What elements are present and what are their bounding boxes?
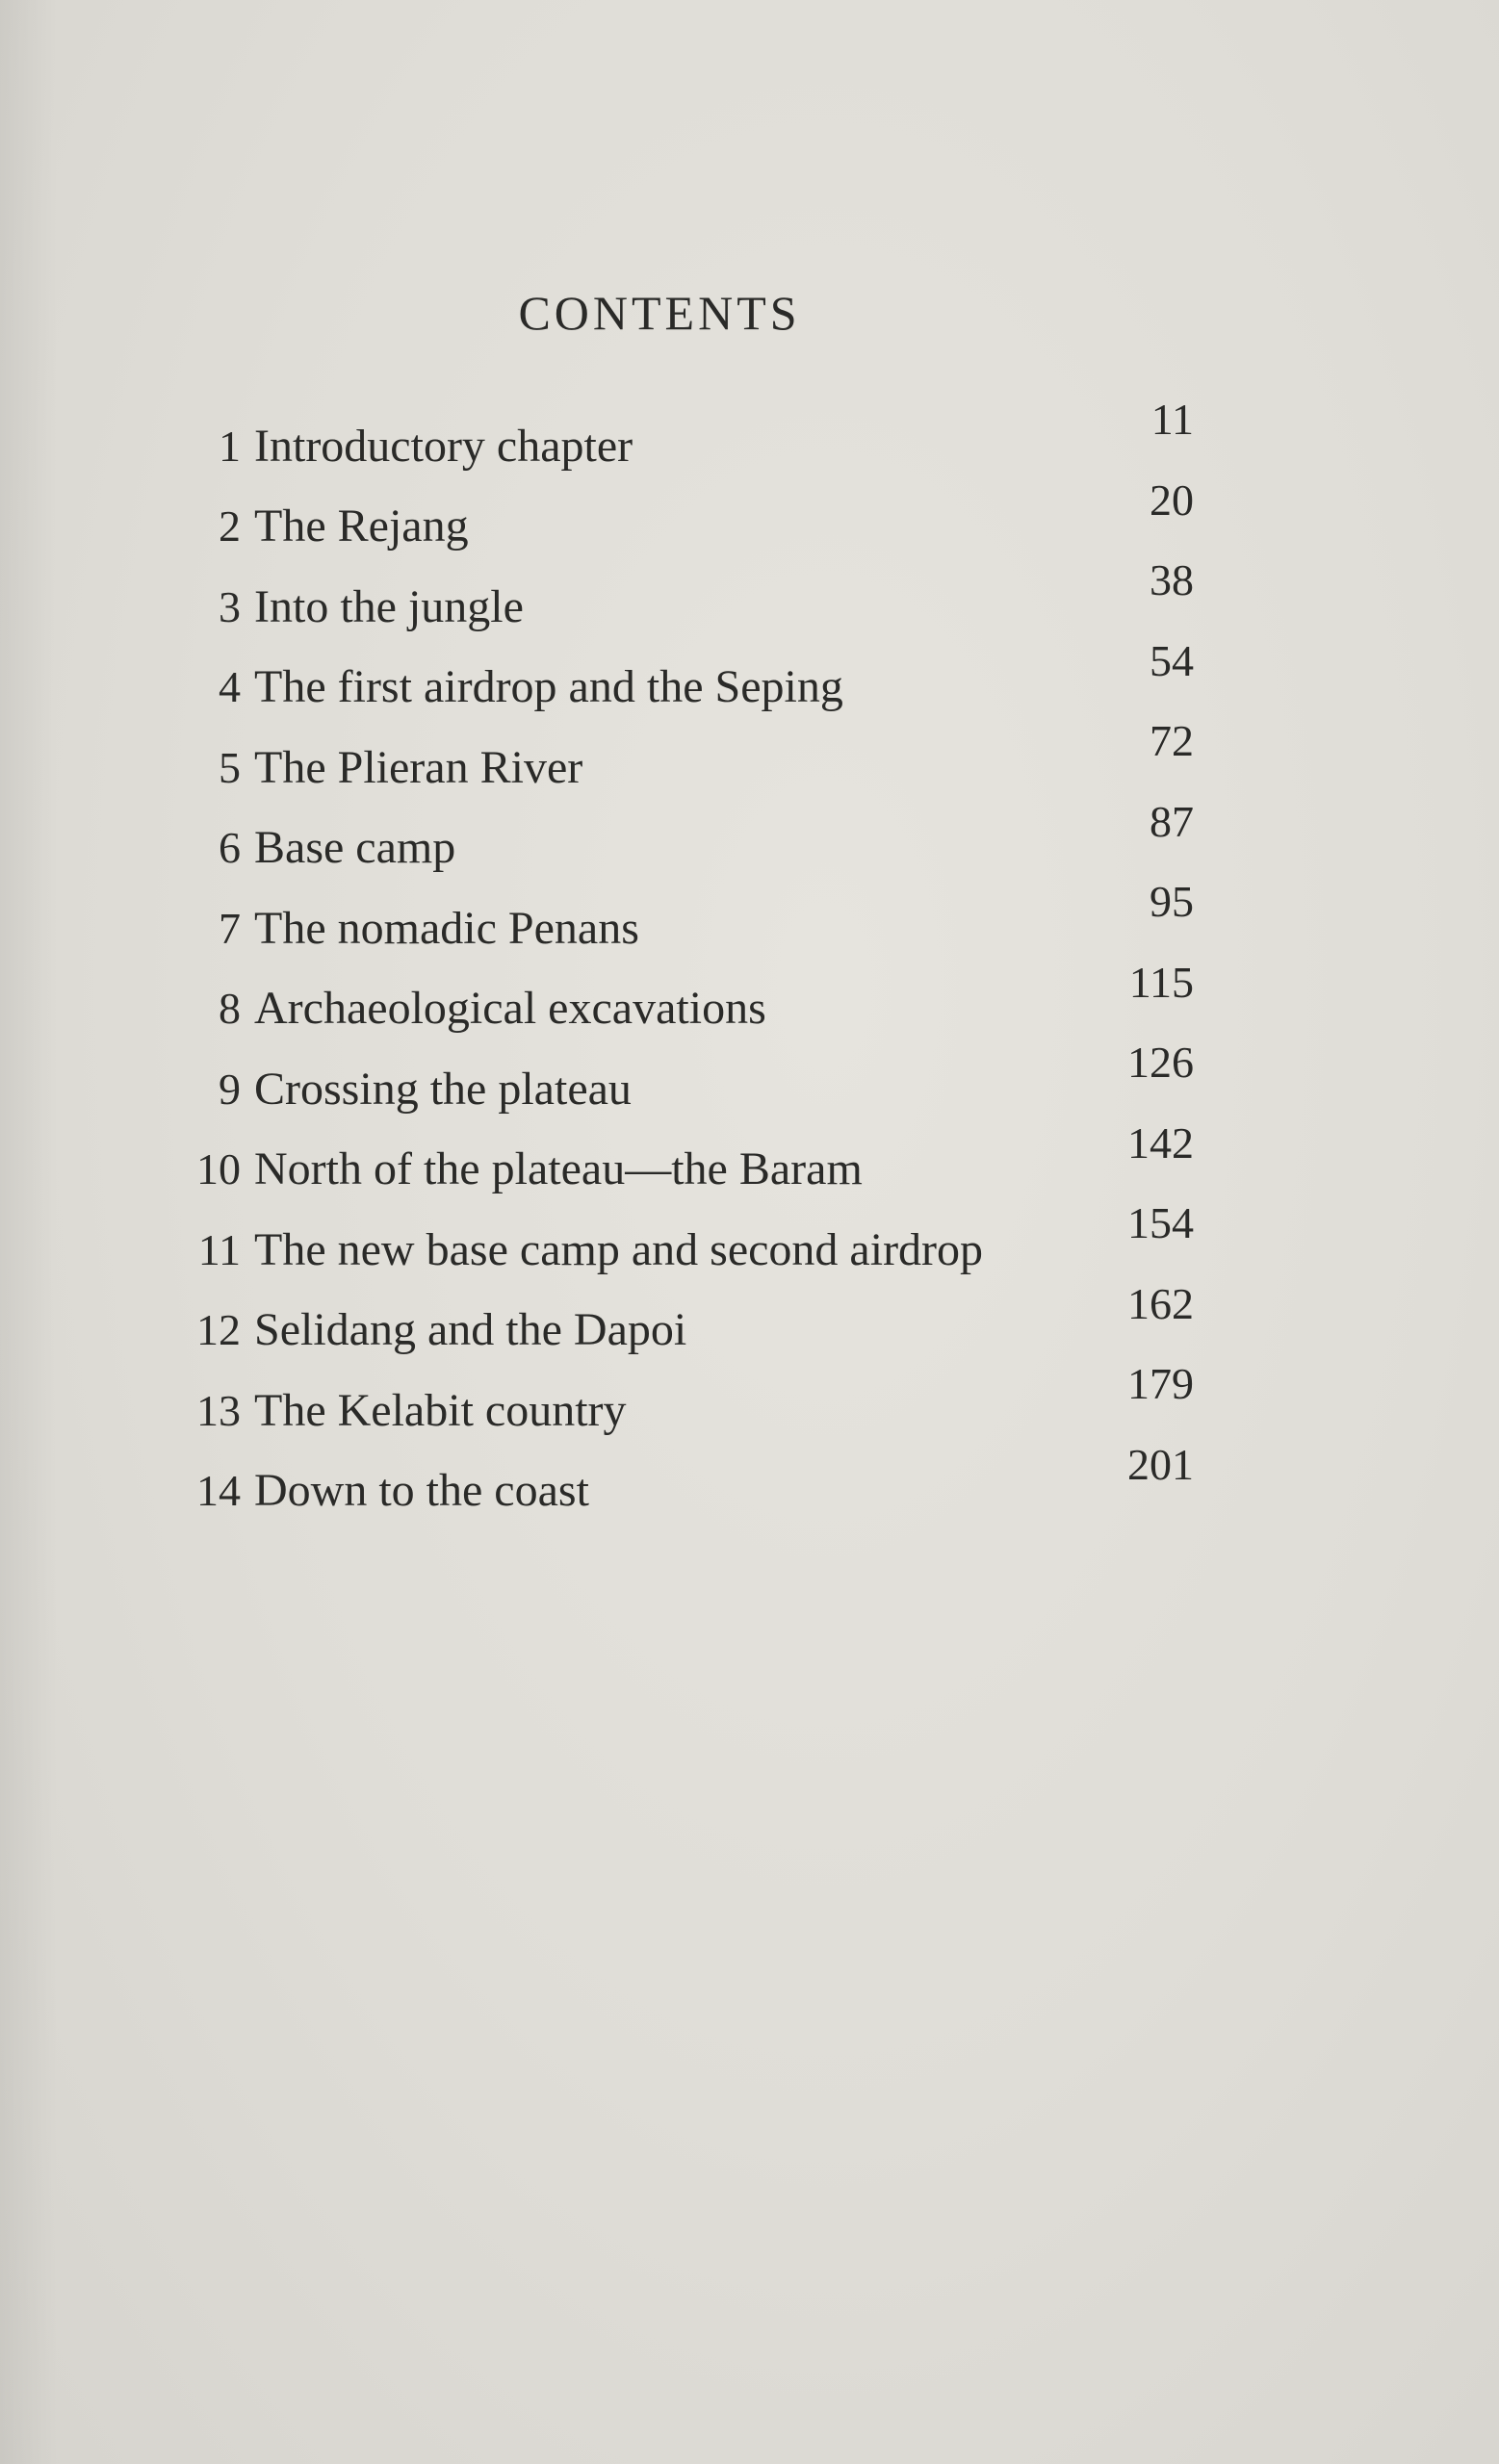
chapter-number: 4 — [219, 662, 241, 711]
chapter-number: 3 — [219, 581, 241, 631]
chapter-number: 14 — [196, 1466, 241, 1515]
chapter-title: Introductory chapter — [254, 420, 633, 472]
toc-entry-10 — [173, 1118, 1194, 1199]
chapter-number: 6 — [219, 823, 241, 872]
toc-entry-11 — [173, 1198, 1194, 1279]
chapter-title: The nomadic Penans — [254, 902, 639, 954]
toc-entry-2 — [173, 475, 1194, 556]
toc-entry-12 — [173, 1279, 1194, 1360]
chapter-title: Crossing the plateau — [254, 1063, 632, 1115]
page-number: 126 — [1127, 1038, 1194, 1087]
page-number: 142 — [1127, 1117, 1194, 1168]
toc-entry-4 — [173, 636, 1194, 717]
page-number: 20 — [1150, 475, 1194, 525]
chapter-title: North of the plateau—the Baram — [254, 1143, 863, 1194]
toc-entry-9 — [173, 1038, 1194, 1118]
chapter-title: The Plieran River — [254, 741, 583, 793]
page-number: 201 — [1127, 1439, 1194, 1489]
chapter-title: Archaeological excavations — [254, 983, 766, 1034]
page-number: 179 — [1127, 1359, 1194, 1408]
page-number: 95 — [1150, 877, 1194, 926]
toc-entry-5 — [173, 716, 1194, 797]
chapter-title: The new base camp and second airdrop — [254, 1223, 984, 1275]
page-number: 11 — [1150, 395, 1194, 444]
toc-entry-13 — [173, 1359, 1194, 1440]
page-number: 87 — [1150, 796, 1194, 846]
page-number: 54 — [1150, 635, 1194, 685]
chapter-number: 11 — [197, 1224, 241, 1274]
chapter-title: Selidang and the Dapoi — [254, 1304, 687, 1355]
page-gutter-shadow — [0, 0, 58, 2464]
toc-entry-6 — [173, 797, 1194, 878]
chapter-title: Into the jungle — [254, 580, 524, 632]
page-number: 72 — [1150, 716, 1194, 765]
chapter-number: 1 — [219, 421, 241, 471]
chapter-number: 5 — [219, 742, 241, 792]
chapter-number: 13 — [196, 1385, 241, 1435]
chapter-title: The Kelabit country — [254, 1384, 627, 1436]
chapter-number: 10 — [196, 1144, 241, 1194]
page-number: 154 — [1127, 1198, 1194, 1247]
toc-entry-3 — [173, 555, 1194, 636]
page-number: 38 — [1150, 555, 1194, 604]
chapter-title: Down to the coast — [254, 1465, 589, 1516]
page-number: 162 — [1127, 1278, 1194, 1328]
chapter-title: The Rejang — [254, 500, 469, 552]
toc-entry-1 — [173, 395, 1194, 475]
chapter-title: Base camp — [254, 822, 456, 873]
chapter-title: The first airdrop and the Seping — [254, 661, 843, 712]
toc-entry-14 — [173, 1440, 1194, 1521]
chapter-number: 9 — [219, 1064, 241, 1114]
chapter-number: 2 — [219, 501, 241, 551]
contents-heading: CONTENTS — [518, 286, 801, 340]
chapter-number: 8 — [219, 984, 241, 1033]
toc-entry-7 — [173, 877, 1194, 958]
chapter-number: 7 — [219, 903, 241, 953]
toc-entry-8 — [173, 958, 1194, 1039]
chapter-number: 12 — [196, 1305, 241, 1354]
page-number: 115 — [1128, 957, 1194, 1007]
table-of-contents — [173, 395, 1194, 1520]
